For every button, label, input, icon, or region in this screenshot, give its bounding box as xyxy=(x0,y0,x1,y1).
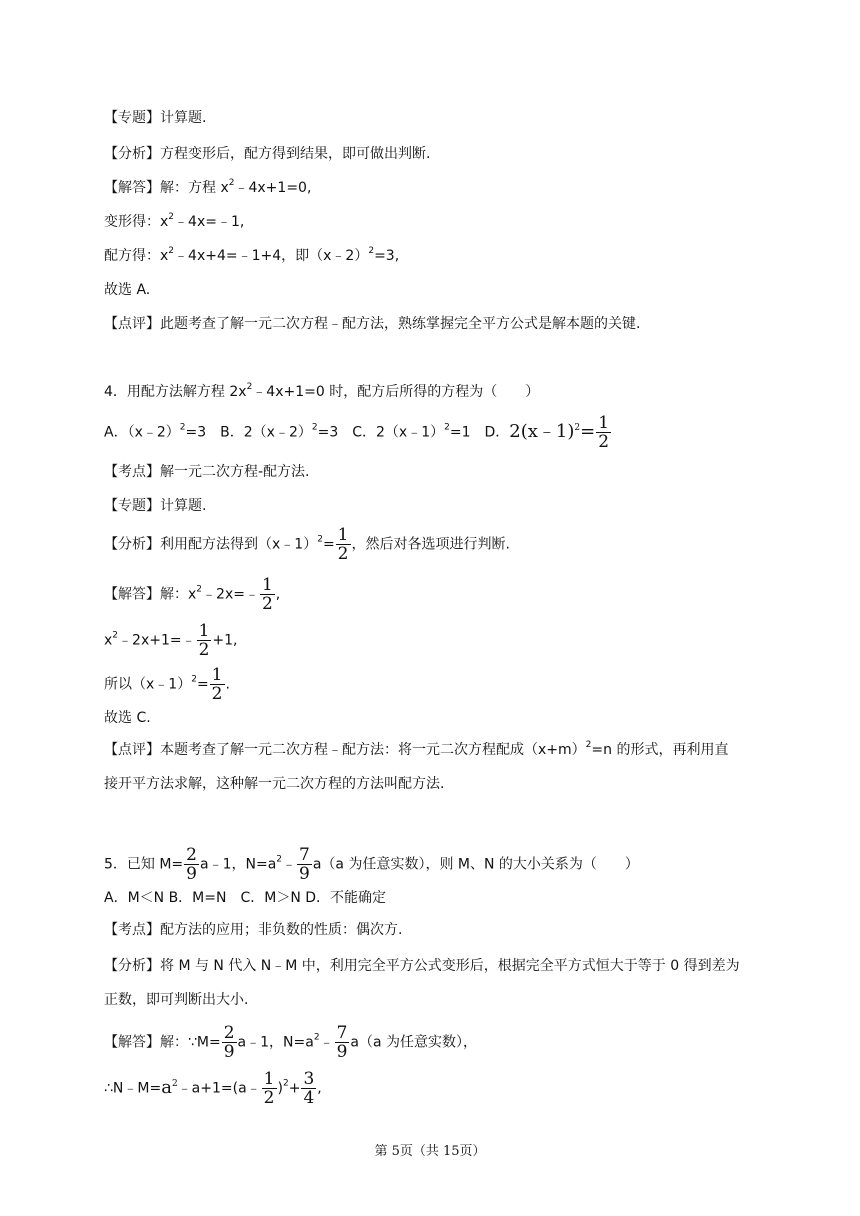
q4-kaodian: 【考点】解一元二次方程-配方法. xyxy=(104,464,310,480)
q4-zhuanti: 【专题】计算题. xyxy=(104,498,207,514)
q4-dianping-line2: 接开平方法求解，这种解一元二次方程的方法叫配方法. xyxy=(104,776,445,792)
q4-suoyi: 所以（x﹣1）$^2$= $\frac{1}{2}$ . xyxy=(104,665,230,704)
fraction: $\frac{3}{4}$ xyxy=(303,1069,315,1108)
q3-bianxing: 变形得：$x^2﹣4x=﹣1$, xyxy=(104,212,245,230)
fraction: $\frac{2}{9}$ xyxy=(223,1023,235,1062)
fraction: $\frac{1}{2}$ xyxy=(211,665,223,704)
fraction: $\frac{7}{9}$ xyxy=(299,845,310,884)
fraction: $\frac{1}{2}$ xyxy=(198,621,210,660)
q5-last-line: $\therefore N﹣M=a^2﹣a+1=(a﹣$ $\frac{1}{2}$ )$^2$+ $\frac{3}{4}$ , xyxy=(104,1069,322,1108)
q4-options: A．（x﹣2）$^2$=3 B．2（x﹣2）$^2$=3 C．2（x﹣1）$^2$=1 D．2(x﹣1)$^2$= $\frac{1}{2}$ xyxy=(104,413,610,452)
q4-dianping-line1: 【点评】本题考查了解一元二次方程﹣配方法：将一元二次方程配成$(x+m)^2=n$ 的形式，再利用直 xyxy=(104,740,729,758)
q3-jieda: 【解答】解：方程 $x^2﹣4x+1=0$, xyxy=(104,178,312,196)
q4-jieda-line2: $x^2﹣2x+1=﹣$ $\frac{1}{2}$ +1, xyxy=(104,621,238,660)
q3-zhuanti: 【专题】计算题. xyxy=(104,110,207,126)
fraction: $\frac{1}{2}$ xyxy=(261,575,273,614)
q4-fenxi: 【分析】利用配方法得到（x﹣1）$^2$= $\frac{1}{2}$ ，然后对各选项进行判断. xyxy=(104,525,510,564)
fraction: $\frac{2}{9}$ xyxy=(186,845,197,884)
option-d-formula: 2(x﹣1)$^2$= xyxy=(509,420,596,442)
fraction: $\frac{7}{9}$ xyxy=(336,1023,348,1062)
q4-stem: 4．用配方法解方程 $2x^2﹣4x+1=0$ 时，配方后所得的方程为（ ） xyxy=(104,382,540,400)
q4-guxuan: 故选 C. xyxy=(104,710,151,726)
q3-dianping: 【点评】此题考查了解一元二次方程﹣配方法，熟练掌握完全平方公式是解本题的关键. xyxy=(104,316,641,332)
q5-stem: 5．已知 M= $\frac{2}{9}$ a﹣1，$N=a^2﹣$ $\frac{7}{9}$ a（a 为任意实数），则 M、N 的大小关系为（ ） xyxy=(104,845,639,884)
q5-fenxi-line2: 正数，即可判断出大小. xyxy=(104,992,249,1008)
q3-guxuan: 故选 A. xyxy=(104,282,151,298)
q5-jieda: 【解答】解：∵M= $\frac{2}{9}$ a﹣1，$N=a^2﹣$ $\frac{7}{9}$ a（a 为任意实数）， xyxy=(104,1023,477,1062)
q5-options: A．M＜N B．M=N C．M＞N D．不能确定 xyxy=(104,890,387,906)
page-footer: 第 5页（共 15页） xyxy=(374,1144,486,1159)
q5-fenxi-line1: 【分析】将 M 与 N 代入 N﹣M 中，利用完全平方公式变形后，根据完全平方式恒大于等于 0 得到差为 xyxy=(104,958,740,974)
q3-fenxi: 【分析】方程变形后，配方得到结果，即可做出判断. xyxy=(104,146,431,162)
q5-kaodian: 【考点】配方法的应用；非负数的性质：偶次方. xyxy=(104,922,403,938)
q4-jieda: 【解答】解：$x^2﹣2x=﹣$ $\frac{1}{2}$ , xyxy=(104,575,281,614)
q3-peifang: 配方得：$x^2﹣4x+4=﹣1+4$，即（x﹣2）$^2$=3, xyxy=(104,246,400,264)
fraction: $\frac{1}{2}$ xyxy=(263,1069,275,1108)
fraction: $\frac{1}{2}$ xyxy=(598,413,610,452)
formula: $a^2$ xyxy=(161,1076,178,1098)
fraction: $\frac{1}{2}$ xyxy=(337,525,349,564)
